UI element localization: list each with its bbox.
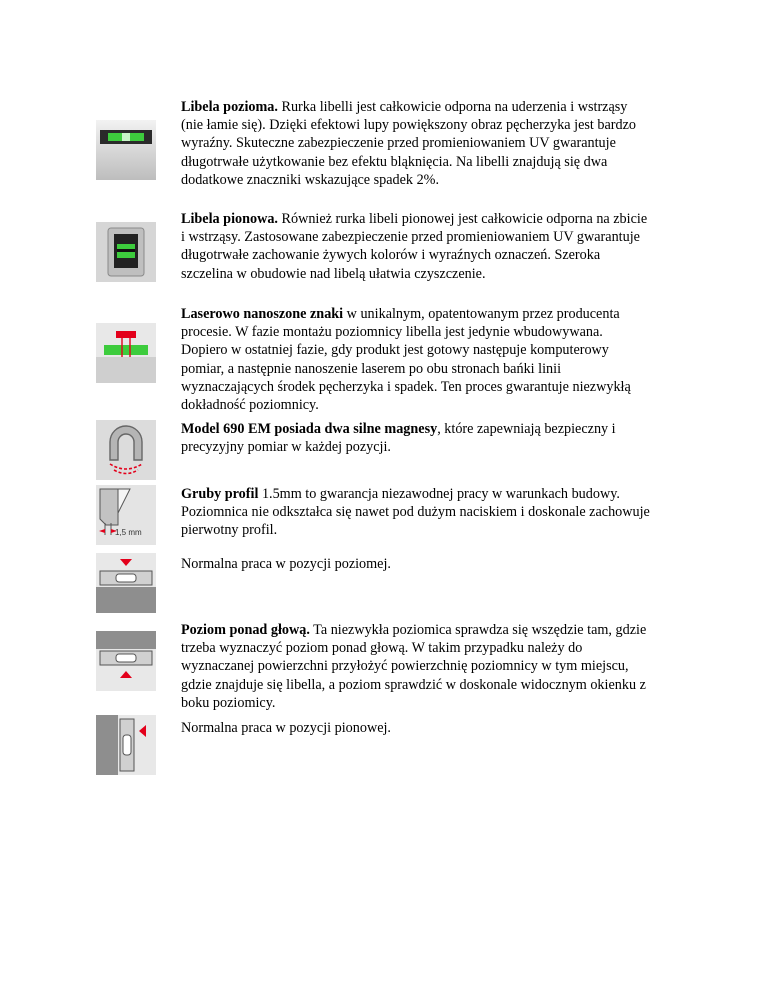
level-on-surface-icon bbox=[96, 553, 156, 613]
feature-text: Laserowo nanoszone znaki w unikalnym, opatentowanym przez producenta procesie. W fazie montażu poziomnicy libella jest jedynie wbudowywana. Dopiero w ostatniej fazie, gdy produkt jest gotowy następuje komputerowy pomiar, a następnie nanoszenie laserem po obu stronach bańki linii wyznaczających środek pęcherzyka i spadek. Ten proces gwarantuje niezwykłą dokładność poziomnicy. bbox=[181, 306, 631, 414]
feature-text: Poziom ponad głową. Ta niezwykła poziomica sprawdza się wszędzie tam, gdzie trzeba wyznaczyć poziom ponad głową. W takim przypadku należy do wyznaczanej powierzchni przyłożyć powierzchnię poziomnicy w tym miejscu, gdzie znajduje się libella, a poziom sprawdzić w doskonale widocznym okienku z boku poziomicy. bbox=[181, 622, 647, 711]
overhead-level-icon bbox=[96, 631, 156, 691]
profile-thickness-label: 1,5 mm bbox=[115, 528, 142, 537]
feature-text: Model 690 EM posiada dwa silne magnesy, które zapewniają bezpieczny i precyzyjny pomiar w każdej pozycji. bbox=[181, 421, 616, 456]
magnet-icon bbox=[96, 420, 156, 480]
feature-text: Normalna praca w pozycji poziomej. bbox=[181, 556, 391, 572]
profile-thickness-icon bbox=[96, 485, 156, 545]
laser-marks-icon bbox=[96, 323, 156, 383]
level-on-wall-icon bbox=[96, 715, 156, 775]
feature-text: Gruby profil 1.5mm to gwarancja niezawodnej pracy w warunkach budowy. Poziomnica nie odkształca się nawet pod dużym naciskiem i doskonale zachowuje pierwotny profil. bbox=[181, 486, 650, 539]
feature-text: Normalna praca w pozycji pionowej. bbox=[181, 720, 391, 736]
vertical-vial-icon bbox=[96, 222, 156, 282]
feature-text: Libela pionowa. Również rurka libeli pionowej jest całkowicie odporna na zbicie i wstrząsy. Zastosowane zabezpieczenie przed promieniowaniem UV gwarantuje długotrwałe zachowanie żywych kolorów i wyraźnych oznaczeń. Szeroka szczelina w obudowie nad libelą ułatwia czyszczenie. bbox=[181, 211, 648, 282]
horizontal-vial-icon bbox=[96, 120, 156, 180]
feature-text: Libela pozioma. Rurka libelli jest całkowicie odporna na uderzenia i wstrząsy (nie łamie się). Dzięki efektowi lupy powiększony obraz pęcherzyka jest bardzo wyraźny. Skuteczne zabezpieczenie przed promieniowaniem UV gwarantuje długotrwałe użytkowanie bez efektu bląknięcia. Na libelli znajdują się dwa dodatkowe znaczniki wskazujące spadek 2%. bbox=[181, 99, 637, 188]
